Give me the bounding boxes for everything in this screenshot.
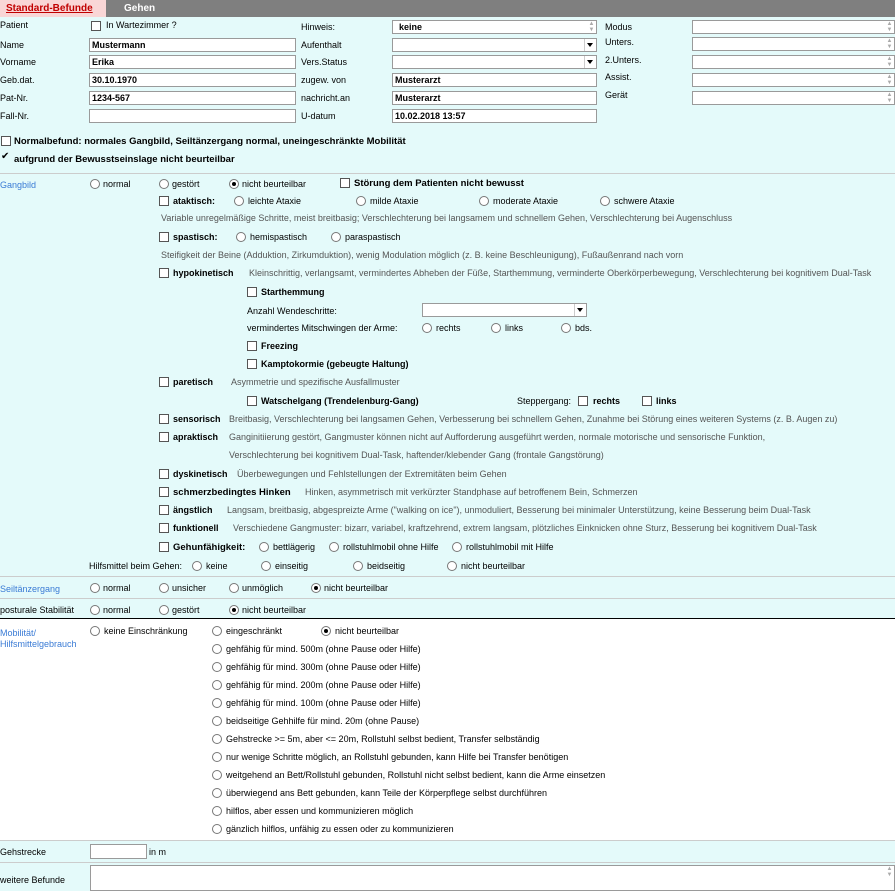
mitschwingen-bds-label: bds. (575, 323, 593, 333)
gehunf-label: Gehunfähigkeit: (173, 542, 246, 553)
hemispastisch-label: hemispastisch (250, 232, 308, 242)
mobil-keine-label: keine Einschränkung (104, 626, 188, 636)
seil-section-label: Seiltänzergang (0, 584, 61, 594)
hinweis-field[interactable] (392, 20, 597, 34)
postural-gestoert-radio[interactable] (159, 605, 169, 615)
fallnr-label: Fall-Nr. (0, 111, 29, 121)
chevron-down-icon[interactable] (584, 39, 596, 51)
dyskinetisch-checkbox[interactable] (159, 469, 169, 479)
unters2-field[interactable] (692, 55, 895, 69)
normalbefund-label: Normalbefund: normales Gangbild, Seiltänzergang normal, uneingeschränkte Mobilität (14, 136, 406, 147)
postural-nicht-radio[interactable] (229, 605, 239, 615)
schmerz-label: schmerzbedingtes Hinken (173, 487, 291, 498)
bettlaegerig-radio[interactable] (259, 542, 269, 552)
mobil-option-radio[interactable] (212, 716, 222, 726)
apraktisch-description: Ganginitiierung gestört, Gangmuster können nicht auf Aufforderung ausgeführt werden, normale motorische und sensorische Funktion, (229, 432, 766, 442)
rollstuhl-mit-radio[interactable] (452, 542, 462, 552)
mobil-option-radio[interactable] (212, 806, 222, 816)
apraktisch-label: apraktisch (173, 432, 219, 442)
freezing-label: Freezing (261, 341, 299, 351)
versstatus-label: Vers.Status (301, 57, 348, 67)
vorname-field[interactable]: Erika (89, 55, 296, 69)
spin-icon[interactable]: ▲ ▼ (886, 74, 893, 86)
steppergang-links-checkbox[interactable] (642, 396, 652, 406)
vorname-label: Vorname (0, 57, 37, 67)
gangbild-gestoert-radio[interactable] (159, 179, 169, 189)
mobil-option-label: überwiegend ans Bett gebunden, kann Teile der Körperpflege selbst durchführen (226, 788, 548, 798)
zugew-label: zugew. von (301, 75, 347, 85)
paretisch-description: Asymmetrie und spezifische Ausfallmuster (231, 377, 400, 387)
tab-gehen[interactable]: Gehen (124, 3, 156, 14)
stoerung-label: Störung dem Patienten nicht bewusst (354, 178, 524, 189)
seil-unsicher-label: unsicher (172, 583, 207, 593)
funktionell-label: funktionell (173, 523, 219, 533)
seil-unsicher-radio[interactable] (159, 583, 169, 593)
sensorisch-description: Breitbasig, Verschlechterung bei langsamen Gehen, Verbesserung bei schnellem Gehen, Zunahme bei Störung eines weiteren Systems (z. B. Augen zu) (229, 414, 838, 424)
mobil-option-radio[interactable] (212, 662, 222, 672)
dyskinetisch-label: dyskinetisch (173, 469, 228, 479)
spastisch-description: Steifigkeit der Beine (Adduktion, Zirkumduktion), wenig Modulation möglich (z. B. keine Beschleunigung), Fußaußenrand nach vorn (161, 250, 684, 260)
mobil-eingeschraenkt-label: eingeschränkt (226, 626, 283, 636)
aengstlich-description: Langsam, breitbasig, abgespreizte Arme ("walking on ice"), unmoduliert, Besserung bei minimaler Unterstützung, keine Besserung beim Dual-Task (227, 505, 811, 515)
weitere-label: weitere Befunde (0, 875, 66, 885)
kamptokormie-label: Kamptokormie (gebeugte Haltung) (261, 359, 409, 369)
modus-field[interactable] (692, 20, 895, 34)
patnr-label: Pat-Nr. (0, 93, 29, 103)
mobil-option-radio[interactable] (212, 734, 222, 744)
gangbild-normal-label: normal (103, 179, 131, 189)
hilfsmittel-einseitig-label: einseitig (275, 561, 309, 571)
mobil-option-label: Gehstrecke >= 5m, aber <= 20m, Rollstuhl selbst bedient, Transfer selbständig (226, 734, 540, 744)
seil-unmoeglich-label: unmöglich (242, 583, 284, 593)
hinweis-value: keine (399, 22, 423, 32)
chevron-down-icon[interactable] (574, 304, 586, 316)
spin-icon[interactable]: ▲ ▼ (886, 56, 893, 68)
spastisch-label: spastisch: (173, 232, 218, 242)
seil-normal-label: normal (103, 583, 131, 593)
hilfsmittel-beidseitig-label: beidseitig (367, 561, 406, 571)
seil-nicht-radio[interactable] (311, 583, 321, 593)
bewusst-checkbox[interactable] (1, 154, 11, 164)
starthemmung-label: Starthemmung (261, 287, 325, 297)
sensorisch-checkbox[interactable] (159, 414, 169, 424)
funktionell-description: Verschiedene Gangmuster: bizarr, variabel, kraftzehrend, extrem langsam, plötzliches Einknicken ohne Sturz, Besserung bei kognitivem Dual-Task (233, 523, 817, 533)
rollstuhl-mit-label: rollstuhlmobil mit Hilfe (466, 542, 554, 552)
aengstlich-checkbox[interactable] (159, 505, 169, 515)
funktionell-checkbox[interactable] (159, 523, 169, 533)
versstatus-dropdown[interactable] (392, 55, 597, 69)
normalbefund-checkbox[interactable] (1, 136, 11, 146)
tab-bar (0, 0, 895, 17)
aufenthalt-dropdown[interactable] (392, 38, 597, 52)
mobil-option-label: gänzlich hilflos, unfähig zu essen oder zu kommunizieren (226, 824, 454, 834)
schmerz-description: Hinken, asymmetrisch mit verkürzter Standphase auf betroffenem Bein, Schmerzen (305, 487, 638, 497)
spin-icon[interactable]: ▲ ▼ (886, 92, 893, 104)
hilfsmittel-nicht-label: nicht beurteilbar (461, 561, 526, 571)
name-label: Name (0, 40, 25, 50)
hypokinetisch-checkbox[interactable] (159, 268, 169, 278)
nachricht-field[interactable]: Musterarzt (392, 91, 597, 105)
mobil-option-label: nur wenige Schritte möglich, an Rollstuhl gebunden, kann Hilfe bei Transfer benötigen (226, 752, 569, 762)
seil-nicht-label: nicht beurteilbar (324, 583, 389, 593)
mobil-option-radio[interactable] (212, 770, 222, 780)
mobil-panel (0, 619, 895, 840)
ataktisch-checkbox[interactable] (159, 196, 169, 206)
apraktisch-description-2: Verschlechterung bei kognitivem Dual-Task, haftender/klebender Gang (frontale Gangstörung) (229, 450, 604, 460)
mobil-option-radio[interactable] (212, 698, 222, 708)
mobil-option-radio[interactable] (212, 752, 222, 762)
hypokinetisch-description: Kleinschrittig, verlangsamt, vermindertes Abheben der Füße, Starthemmung, verminderte Oberkörperbewegung, Verschlechterung bei kognitivem Dual-Task (249, 268, 872, 278)
udatum-label: U-datum (301, 111, 336, 121)
mobil-option-label: weitgehend an Bett/Rollstuhl gebunden, Rollstuhl nicht selbst bedient, kann die Arme einsetzen (226, 770, 606, 780)
mobil-option-label: beidseitige Gehhilfe für mind. 20m (ohne Pause) (226, 716, 420, 726)
paraspastisch-radio[interactable] (331, 232, 341, 242)
patnr-field[interactable]: 1234-567 (89, 91, 296, 105)
paretisch-checkbox[interactable] (159, 377, 169, 387)
patient-label: Patient (0, 20, 29, 30)
aufenthalt-label: Aufenthalt (301, 40, 342, 50)
unters-label: Unters. (605, 37, 635, 47)
ataxie-moderat-radio[interactable] (479, 196, 489, 206)
freezing-checkbox[interactable] (247, 341, 257, 351)
mobil-option-label: gehfähig für mind. 300m (ohne Pause oder Hilfe) (226, 662, 421, 672)
mobil-section-label-2: Hilfsmittelgebrauch (0, 639, 77, 649)
hilfsmittel-keine-radio[interactable] (192, 561, 202, 571)
ataxie-leicht-label: leichte Ataxie (248, 196, 302, 206)
geraet-label: Gerät (605, 90, 628, 100)
name-field[interactable]: Mustermann (89, 38, 296, 52)
ataktisch-label: ataktisch: (173, 196, 216, 206)
ataxie-mild-radio[interactable] (356, 196, 366, 206)
gangbild-nicht-label: nicht beurteilbar (242, 179, 307, 189)
hinweis-spin-icon[interactable]: ▲ ▼ (588, 21, 595, 33)
wartezimmer-checkbox[interactable] (91, 21, 101, 31)
gebdat-label: Geb.dat. (0, 75, 35, 85)
mobil-option-label: gehfähig für mind. 200m (ohne Pause oder Hilfe) (226, 680, 421, 690)
nachricht-label: nachricht.an (301, 93, 351, 103)
zugew-field[interactable]: Musterarzt (392, 73, 597, 87)
geraet-field[interactable] (692, 91, 895, 105)
steppergang-rechts-checkbox[interactable] (578, 396, 588, 406)
schmerz-checkbox[interactable] (159, 487, 169, 497)
divider (0, 173, 895, 174)
paretisch-label: paretisch (173, 377, 214, 387)
udatum-field[interactable]: 10.02.2018 13:57 (392, 109, 597, 123)
fallnr-field[interactable] (89, 109, 296, 123)
hilfsmittel-keine-label: keine (206, 561, 228, 571)
sensorisch-label: sensorisch (173, 414, 221, 424)
mobil-nicht-label: nicht beurteilbar (335, 626, 400, 636)
mitschwingen-links-radio[interactable] (491, 323, 501, 333)
watschel-checkbox[interactable] (247, 396, 257, 406)
ataxie-mild-label: milde Ataxie (370, 196, 419, 206)
spastisch-checkbox[interactable] (159, 232, 169, 242)
mobil-option-label: hilflos, aber essen und kommunizieren möglich (226, 806, 414, 816)
divider (0, 576, 895, 577)
postural-gestoert-label: gestört (172, 605, 200, 615)
weitere-textarea[interactable] (90, 865, 895, 891)
rollstuhl-ohne-radio[interactable] (329, 542, 339, 552)
postural-nicht-label: nicht beurteilbar (242, 605, 307, 615)
mitschwingen-bds-radio[interactable] (561, 323, 571, 333)
ataxie-schwer-label: schwere Ataxie (614, 196, 675, 206)
rollstuhl-ohne-label: rollstuhlmobil ohne Hilfe (343, 542, 439, 552)
bettlaegerig-label: bettlägerig (273, 542, 316, 552)
postural-normal-label: normal (103, 605, 131, 615)
divider (0, 598, 895, 599)
mobil-section-label-1: Mobilität/ (0, 628, 37, 638)
mitschwingen-links-label: links (505, 323, 524, 333)
gehstrecke-label: Gehstrecke (0, 847, 47, 857)
gehstrecke-unit: in m (149, 847, 167, 857)
divider (0, 862, 895, 863)
steppergang-rechts-label: rechts (593, 396, 621, 406)
divider (0, 840, 895, 841)
mobil-nicht-radio[interactable] (321, 626, 331, 636)
hypokinetisch-label: hypokinetisch (173, 268, 234, 278)
gangbild-nicht-radio[interactable] (229, 179, 239, 189)
mobil-option-radio[interactable] (212, 788, 222, 798)
ataktisch-description: Variable unregelmäßige Schritte, meist breitbasig; Verschlechterung bei langsamem und schnellem Gehen, Verschlechterung bei Augenschluss (161, 213, 733, 223)
ataxie-moderat-label: moderate Ataxie (493, 196, 559, 206)
kamptokormie-checkbox[interactable] (247, 359, 257, 369)
gangbild-section-label: Gangbild (0, 180, 37, 190)
mobil-option-radio[interactable] (212, 824, 222, 834)
unters-field[interactable] (692, 37, 895, 51)
apraktisch-checkbox[interactable] (159, 432, 169, 442)
hilfsmittel-nicht-radio[interactable] (447, 561, 457, 571)
postural-section-label: posturale Stabilität (0, 605, 75, 615)
spin-icon[interactable]: ▲ ▼ (886, 866, 893, 878)
wendeschritte-dropdown[interactable] (422, 303, 587, 317)
hilfsmittel-beidseitig-radio[interactable] (353, 561, 363, 571)
starthemmung-checkbox[interactable] (247, 287, 257, 297)
steppergang-links-label: links (656, 396, 677, 406)
hilfsmittel-einseitig-radio[interactable] (261, 561, 271, 571)
mobil-option-label: gehfähig für mind. 100m (ohne Pause oder Hilfe) (226, 698, 421, 708)
hilfsmittel-label: Hilfsmittel beim Gehen: (89, 561, 183, 571)
mobil-eingeschraenkt-radio[interactable] (212, 626, 222, 636)
unters2-label: 2.Unters. (605, 55, 642, 65)
modus-label: Modus (605, 22, 633, 32)
ataxie-schwer-radio[interactable] (600, 196, 610, 206)
mitschwingen-label: vermindertes Mitschwingen der Arme: (247, 323, 398, 333)
bewusst-label: aufgrund der Bewusstseinslage nicht beurteilbar (14, 154, 235, 165)
spin-icon[interactable]: ▲ ▼ (886, 38, 893, 50)
mobil-option-radio[interactable] (212, 644, 222, 654)
gehstrecke-input[interactable] (90, 844, 147, 859)
dyskinetisch-description: Überbewegungen und Fehlstellungen der Extremitäten beim Gehen (237, 469, 507, 479)
gangbild-gestoert-label: gestört (172, 179, 200, 189)
stoerung-checkbox[interactable] (340, 178, 350, 188)
gebdat-field[interactable]: 30.10.1970 (89, 73, 296, 87)
mobil-keine-radio[interactable] (90, 626, 100, 636)
spin-icon[interactable]: ▲ ▼ (886, 21, 893, 33)
steppergang-label: Steppergang: (517, 396, 572, 406)
hemispastisch-radio[interactable] (236, 232, 246, 242)
watschel-label: Watschelgang (Trendelenburg-Gang) (261, 396, 419, 406)
chevron-down-icon[interactable] (584, 56, 596, 68)
seil-normal-radio[interactable] (90, 583, 100, 593)
aengstlich-label: ängstlich (173, 505, 213, 515)
wartezimmer-label: In Wartezimmer ? (106, 20, 177, 30)
hinweis-label: Hinweis: (301, 22, 336, 32)
paraspastisch-label: paraspastisch (345, 232, 401, 242)
ataxie-leicht-radio[interactable] (234, 196, 244, 206)
gehunf-checkbox[interactable] (159, 542, 169, 552)
seil-unmoeglich-radio[interactable] (229, 583, 239, 593)
mobil-option-label: gehfähig für mind. 500m (ohne Pause oder Hilfe) (226, 644, 421, 654)
gangbild-normal-radio[interactable] (90, 179, 100, 189)
assist-label: Assist. (605, 72, 632, 82)
postural-normal-radio[interactable] (90, 605, 100, 615)
assist-field[interactable] (692, 73, 895, 87)
mitschwingen-rechts-label: rechts (436, 323, 461, 333)
wendeschritte-label: Anzahl Wendeschritte: (247, 306, 337, 316)
tab-standard-befunde[interactable]: Standard-Befunde (0, 0, 106, 17)
mitschwingen-rechts-radio[interactable] (422, 323, 432, 333)
mobil-option-radio[interactable] (212, 680, 222, 690)
